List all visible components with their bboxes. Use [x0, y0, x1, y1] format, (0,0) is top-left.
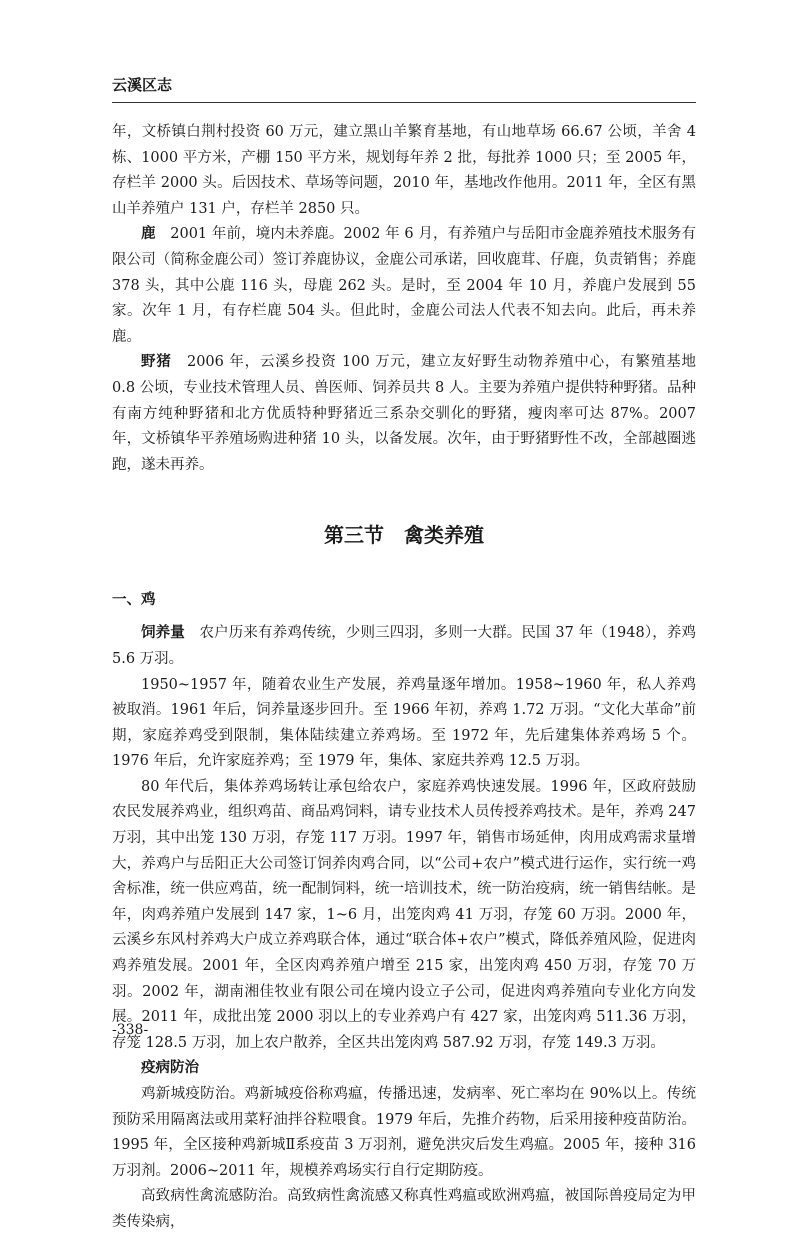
paragraph-text: 2006 年，云溪乡投资 100 万元，建立友好野生动物养殖中心，有繁殖基地 0.8 公顷，专业技术管理人员、兽医师、饲养员共 8 人。主要为养殖户提供特种野猪。品种有南方纯种野猪和北方优质特种野猪近三系杂交驯化的野猪，瘦肉率可达 87%。2007 年，文桥镇华平养殖场购进种猪 10 头，以备发展。次年，由于野猪野性不改，全部越圈逃跑，遂未再养。: [112, 354, 697, 473]
paragraph: 高致病性禽流感防治。高致病性禽流感又称真性鸡瘟或欧洲鸡瘟，被国际兽疫局定为甲类传染病，: [112, 1188, 696, 1230]
paragraph-text: 80 年代后，集体养鸡场转让承包给农户，家庭养鸡快速发展。1996 年，区政府鼓励农民发展养鸡业，组织鸡苗、商品鸡饲料，请专业技术人员传授养鸡技术。是年，养鸡 247 万羽，其中出笼 130 万羽，存笼 117 万羽。1997 年，销售市场延伸，肉用成鸡需求量增大，养鸡户与岳阳正大公司签订饲养肉鸡合同，以“公司+农户”模式进行运作，实行统一鸡舍标准，统一供应鸡苗，统一配制饲料，统一培训技术，统一防治疫病，统一销售结帐。是年，肉鸡养殖户发展到 147 家，1~6 月，出笼肉鸡 41 万羽，存笼 60 万羽。2000 年，云溪乡东风村养鸡大户成立养鸡联合体，通过“联合体+农户”模式，降低养殖风险，促进肉鸡养殖发展。2001 年，全区肉鸡养殖户增至 215 家，出笼肉鸡 450 万羽，存笼 70 万羽。2002 年，湖南湘佳牧业有限公司在境内设立子公司，促进肉鸡养殖向专业化方向发展。2011 年，成批出笼 2000 羽以上的专业养鸡户有 427 家，出笼肉鸡 511.36 万羽，存笼 128.5 万羽，加上农户散养，全区共出笼肉鸡 587.92 万羽，存笼 149.3 万羽。: [112, 778, 696, 1051]
paragraph-deer: [112, 222, 696, 350]
paragraph: [112, 120, 696, 222]
header-rule: [112, 102, 696, 103]
paragraph: [112, 775, 696, 1057]
section-title: 第三节 禽类养殖: [324, 523, 484, 548]
disease-heading: [112, 1056, 696, 1082]
paragraph-wild-boar: [112, 350, 696, 478]
running-header: 云溪区志: [112, 76, 173, 94]
paragraph-lead: 饲养量: [141, 625, 185, 642]
page-body: [112, 120, 696, 1236]
paragraph-lead: 疫病防治: [141, 1060, 199, 1077]
paragraph-lead: 野猪: [141, 354, 172, 371]
subsection-title: 一、鸡: [112, 592, 156, 609]
paragraph: 鸡新城疫防治。鸡新城疫俗称鸡瘟，传播迅速，发病率、死亡率均在 90%以上。传统预防采用隔离法或用菜籽油拌谷粒喂食。1979 年后，先推介药物，后采用接种疫苗防治。1995 年，全区接种鸡新城Ⅱ系疫苗 3 万羽剂，避免洪灾后发生鸡瘟。2005 年，接种 316 万羽剂。2006~2011 年，规模养鸡场实行自行定期防疫。: [112, 1086, 696, 1179]
page-number: -338-: [112, 1022, 149, 1038]
paragraph-text: 2001 年前，境内未养鹿。2002 年 6 月，有养殖户与岳阳市金鹿养殖技术服务有限公司（简称金鹿公司）签订养鹿协议，金鹿公司承诺，回收鹿茸、仔鹿，负责销售；养鹿 378 头，其中公鹿 116 头，母鹿 262 头。是时，至 2004 年 10 月，养鹿户发展到 55 家。次年 1 月，有存栏鹿 504 头。但此时，金鹿公司法人代表不知去向。此后，再未养鹿。: [112, 226, 697, 345]
paragraph-text: 农户历来有养鸡传统，少则三四羽，多则一大群。民国 37 年（1948），养鸡 5.6 万羽。: [112, 625, 697, 667]
paragraph-text: 年，文桥镇白荆村投资 60 万元，建立黑山羊繁育基地，有山地草场 66.67 公顷，羊舍 4 栋、1000 平方米，产棚 150 平方米，规划每年养 2 批，每批养 1000 只；至 2005 年，存栏羊 2000 头。后因技术、草场等问题，2010 年，基地改作他用。2011 年，全区有黑山羊养殖户 131 户，存栏羊 2850 只。: [112, 124, 696, 217]
paragraph: [112, 673, 696, 775]
paragraph-feeding: [112, 621, 696, 672]
paragraph-text: 1950~1957 年，随着农业生产发展，养鸡量逐年增加。1958~1960 年，私人养鸡被取消。1961 年后，饲养量逐步回升。至 1966 年初，养鸡 1.72 万羽。“文化大革命”前期，家庭养鸡受到限制，集体陆续建立养鸡场。至 1972 年，先后建集体养鸡场 5 个。1976 年后，允许家庭养鸡；至 1979 年，集体、家庭共养鸡 12.5 万羽。: [112, 676, 696, 770]
paragraph-lead: 鹿: [141, 226, 156, 243]
